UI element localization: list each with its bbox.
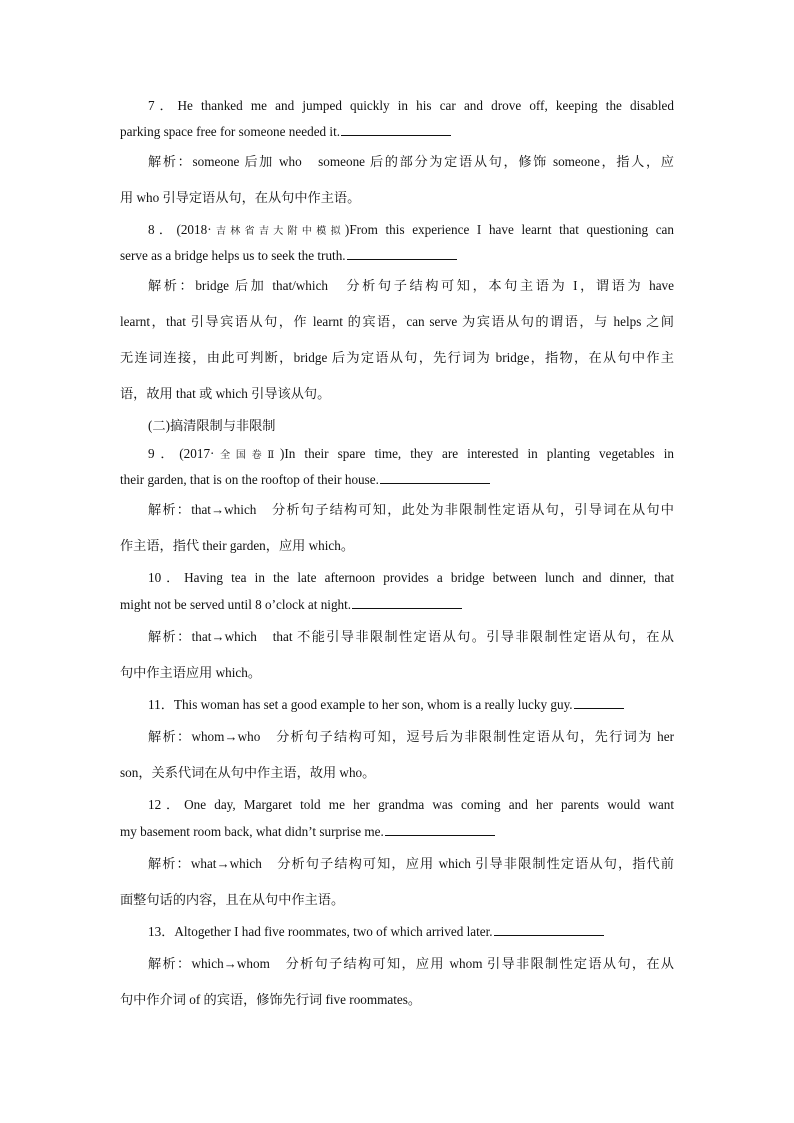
question-13-line1: [148, 923, 674, 941]
analysis-12-line2: 面整句话的内容，且在从句中作主语。: [120, 892, 345, 907]
answer-blank-12[interactable]: [385, 823, 495, 836]
question-9-text2: their garden, that is on the rooftop of their house.: [120, 472, 379, 487]
question-12-line2: [120, 823, 674, 841]
question-7-line1: 7．He thanked me and jumped quickly in his car and drove off, keeping the disabled: [148, 98, 674, 113]
question-13-text: 13．Altogether I had five roommates, two of which arrived later.: [148, 924, 493, 939]
analysis-8-line4: 语，故用 that 或 which 引导该从句。: [120, 386, 331, 401]
analysis-11-line2: son，关系代词在从句中作主语，故用 who。: [120, 765, 376, 780]
question-9-source: 全国卷Ⅱ: [214, 450, 280, 461]
answer-blank-13[interactable]: [494, 923, 604, 936]
question-8-line1: [148, 221, 674, 241]
analysis-13-line2: 句中作介词 of 的宾语，修饰先行词 five roommates。: [120, 992, 422, 1007]
analysis-11-line1: 解析：whom→who 分析句子结构可知，逗号后为非限制性定语从句，先行词为 her: [148, 729, 674, 744]
analysis-12-line1: 解析：what→which 分析句子结构可知，应用 which 引导非限制性定语从句，指代前: [148, 856, 674, 871]
question-12-text: my basement room back, what didn’t surprise me.: [120, 824, 384, 839]
answer-blank-11[interactable]: [574, 696, 624, 709]
section-title: (二)搞清限制与非限制: [148, 418, 276, 433]
question-8-prefix: 8．(2018·: [148, 222, 212, 237]
analysis-13-line1: 解析：which→whom 分析句子结构可知，应用 whom 引导非限制性定语从句，在从: [148, 956, 674, 971]
analysis-10-line2: 句中作主语应用 which。: [120, 665, 262, 680]
question-11-text: 11．This woman has set a good example to her son, whom is a really lucky guy.: [148, 697, 573, 712]
question-10-line2: [120, 596, 674, 614]
question-9-line2: [120, 471, 674, 489]
analysis-10-line1: 解析：that→which that 不能引导非限制性定语从句。引导非限制性定语从句，在从: [148, 629, 674, 644]
analysis-8-line1: 解析：bridge 后加 that/which 分析句子结构可知，本句主语为 I，谓语为 have: [148, 278, 674, 293]
analysis-9-line1: 解析：that→which 分析句子结构可知，此处为非限制性定语从句，引导词在从句中: [148, 502, 674, 517]
question-9-text: )In their spare time, they are interested in planting vegetables in: [279, 446, 674, 461]
question-8-source: 吉林省吉大附中模拟: [211, 226, 345, 237]
question-10-line1: 10．Having tea in the late afternoon provides a bridge between lunch and dinner, that: [148, 570, 674, 585]
analysis-9-line2: 作主语，指代 their garden，应用 which。: [120, 538, 355, 553]
question-9-line1: [148, 445, 674, 465]
question-7-line2: [120, 123, 674, 141]
analysis-7-line2: 用 who 引导定语从句，在从句中作主语。: [120, 190, 361, 205]
question-12-line1: 12．One day, Margaret told me her grandma was coming and her parents would want: [148, 797, 674, 812]
answer-blank-8[interactable]: [347, 247, 457, 260]
question-11-line1: [148, 696, 674, 714]
question-8-line2: [120, 247, 674, 265]
analysis-8-line3: 无连词连接，由此可判断，bridge 后为定语从句，先行词为 bridge，指物，在从句中作主: [120, 350, 674, 365]
question-8-text: )From this experience I have learnt that questioning can: [344, 222, 674, 237]
answer-blank-7[interactable]: [341, 123, 451, 136]
answer-blank-9[interactable]: [380, 471, 490, 484]
analysis-8-line2: learnt，that 引导宾语从句，作 learnt 的宾语，can serve 为宾语从句的谓语，与 helps 之间: [120, 314, 674, 329]
analysis-7-line1: 解析：someone 后加 who someone 后的部分为定语从句，修饰 someone，指人，应: [148, 154, 674, 169]
question-10-text: might not be served until 8 o’clock at night.: [120, 597, 352, 612]
answer-blank-10[interactable]: [352, 596, 462, 609]
question-7-text: parking space free for someone needed it.: [120, 124, 341, 139]
question-8-text2: serve as a bridge helps us to seek the truth.: [120, 248, 346, 263]
question-9-prefix: 9．(2017·: [148, 446, 215, 461]
